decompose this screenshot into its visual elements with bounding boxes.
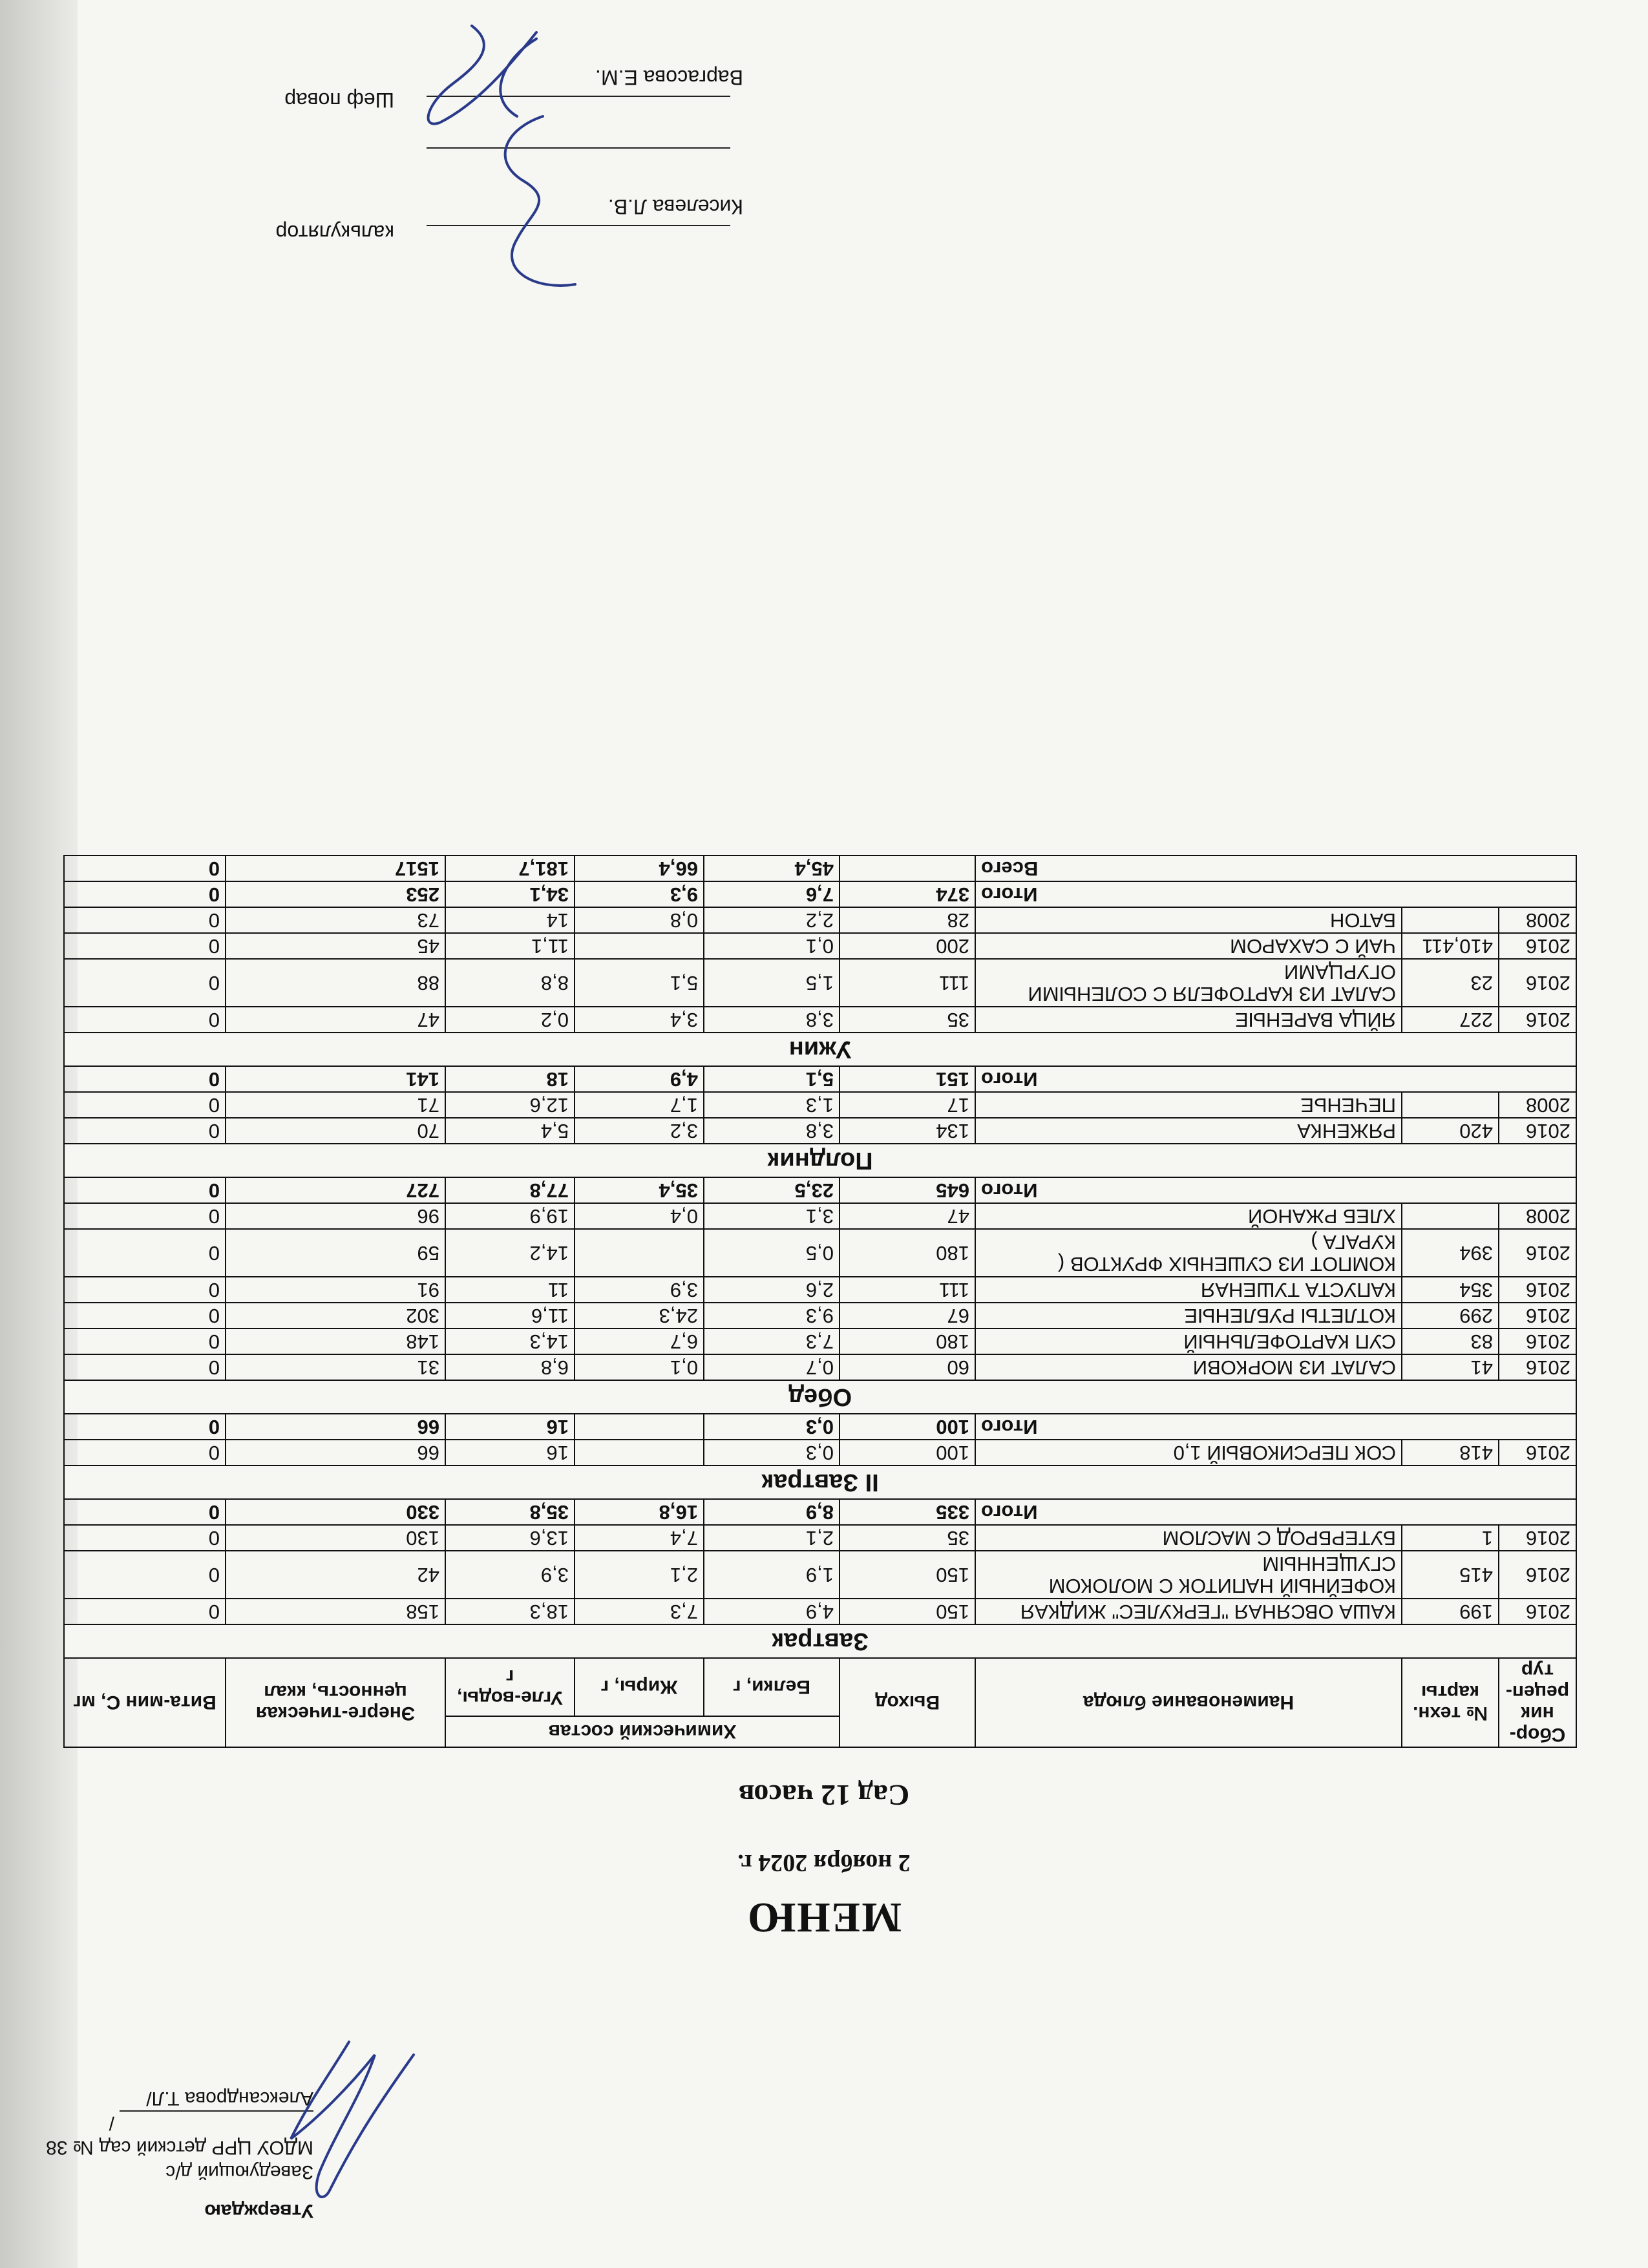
cell-card: 23 <box>1402 959 1499 1007</box>
calculator-signature-icon <box>420 26 614 310</box>
grand-total-yield <box>840 856 975 881</box>
total-yield: 374 <box>840 881 975 907</box>
cell-yield: 150 <box>840 1551 975 1599</box>
cell-carb: 0,2 <box>445 1007 575 1033</box>
cell-energy: 31 <box>226 1354 445 1380</box>
cell-vitc: 0 <box>64 1599 226 1624</box>
group-name: Сад 12 часов <box>738 1779 910 1812</box>
cell-yield: 100 <box>840 1440 975 1465</box>
cell-yield: 17 <box>840 1092 975 1118</box>
total-label: Итого <box>975 1177 1576 1203</box>
cell-collection: 2008 <box>1499 1092 1576 1118</box>
cell-carb: 14 <box>445 907 575 933</box>
calculator-signature-line-2 <box>427 147 730 149</box>
cell-protein: 9,3 <box>704 1303 840 1328</box>
total-vitc: 0 <box>64 1414 226 1440</box>
grand-total-vitc: 0 <box>64 856 226 881</box>
cell-fat: 24,3 <box>575 1303 704 1328</box>
cell-collection: 2016 <box>1499 1118 1576 1144</box>
cell-protein: 0,5 <box>704 1229 840 1277</box>
chef-signature-line <box>427 96 730 97</box>
cell-vitc: 0 <box>64 1203 226 1229</box>
cell-collection: 2016 <box>1499 933 1576 959</box>
header-yield: Выход <box>840 1658 975 1747</box>
cell-carb: 3,9 <box>445 1551 575 1599</box>
cell-protein: 1,5 <box>704 959 840 1007</box>
total-energy: 727 <box>226 1177 445 1203</box>
cell-collection: 2016 <box>1499 1525 1576 1551</box>
table-row <box>64 1229 1576 1277</box>
table-row <box>64 1440 1576 1465</box>
cell-card: 410,411 <box>1402 933 1499 959</box>
approval-label: Утверждаю <box>204 2200 313 2221</box>
cell-dish: РЯЖЕНКА <box>975 1118 1402 1144</box>
cell-fat: 7,4 <box>575 1525 704 1551</box>
cell-carb: 18,3 <box>445 1599 575 1624</box>
cell-dish: ЧАЙ С САХАРОМ <box>975 933 1402 959</box>
cell-protein: 7,3 <box>704 1328 840 1354</box>
cell-vitc: 0 <box>64 1328 226 1354</box>
cell-energy: 66 <box>226 1440 445 1465</box>
total-protein: 5,1 <box>704 1066 840 1092</box>
table-row <box>64 1354 1576 1380</box>
cell-carb: 14,3 <box>445 1328 575 1354</box>
cell-yield: 35 <box>840 1525 975 1551</box>
cell-vitc: 0 <box>64 1277 226 1303</box>
cell-protein: 2,6 <box>704 1277 840 1303</box>
cell-dish: САЛАТ ИЗ МОРКОВИ <box>975 1354 1402 1380</box>
cell-yield: 111 <box>840 959 975 1007</box>
cell-collection: 2016 <box>1499 1277 1576 1303</box>
cell-collection: 2016 <box>1499 1354 1576 1380</box>
approval-organization: МДОУ ЦРР детский сад № 38 <box>46 2137 313 2158</box>
cell-energy: 59 <box>226 1229 445 1277</box>
header-vitc: Вита-мин С, мг <box>64 1658 226 1747</box>
menu-table-body <box>64 856 1576 1658</box>
section-header <box>64 1465 1576 1499</box>
total-carb: 16 <box>445 1414 575 1440</box>
cell-yield: 180 <box>840 1328 975 1354</box>
cell-vitc: 0 <box>64 1007 226 1033</box>
total-energy: 253 <box>226 881 445 907</box>
total-energy: 141 <box>226 1066 445 1092</box>
cell-card: 199 <box>1402 1599 1499 1624</box>
table-row <box>64 959 1576 1007</box>
cell-protein: 1,9 <box>704 1551 840 1599</box>
chef-name: Варгасова Е.М. <box>595 66 743 89</box>
header-collection: Сбор-ник рецеп-тур <box>1499 1658 1576 1747</box>
cell-energy: 91 <box>226 1277 445 1303</box>
cell-dish: КАПУСТА ТУШЕНАЯ <box>975 1277 1402 1303</box>
cell-yield: 180 <box>840 1229 975 1277</box>
section-total-row <box>64 881 1576 907</box>
cell-card: 83 <box>1402 1328 1499 1354</box>
section-total-row <box>64 1066 1576 1092</box>
cell-vitc: 0 <box>64 933 226 959</box>
section-header <box>64 1144 1576 1177</box>
table-row <box>64 907 1576 933</box>
cell-card: 394 <box>1402 1229 1499 1277</box>
cell-collection: 2016 <box>1499 1007 1576 1033</box>
table-row <box>64 1525 1576 1551</box>
section-header <box>64 1033 1576 1066</box>
section-total-row <box>64 1499 1576 1525</box>
cell-energy: 47 <box>226 1007 445 1033</box>
cell-fat: 7,3 <box>575 1599 704 1624</box>
cell-dish: КОТЛЕТЫ РУБЛЕНЫЕ <box>975 1303 1402 1328</box>
cell-fat: 6,7 <box>575 1328 704 1354</box>
cell-card: 227 <box>1402 1007 1499 1033</box>
cell-collection: 2016 <box>1499 1599 1576 1624</box>
cell-vitc: 0 <box>64 1229 226 1277</box>
cell-yield: 150 <box>840 1599 975 1624</box>
grand-total-protein: 45,4 <box>704 856 840 881</box>
page-title: МЕНЮ <box>746 1894 902 1941</box>
total-yield: 335 <box>840 1499 975 1525</box>
cell-carb: 8,8 <box>445 959 575 1007</box>
cell-energy: 73 <box>226 907 445 933</box>
section-title: II Завтрак <box>64 1465 1576 1499</box>
table-row <box>64 1118 1576 1144</box>
cell-vitc: 0 <box>64 1525 226 1551</box>
section-title: Полдник <box>64 1144 1576 1177</box>
total-carb: 77,8 <box>445 1177 575 1203</box>
total-vitc: 0 <box>64 1177 226 1203</box>
cell-yield: 47 <box>840 1203 975 1229</box>
section-header <box>64 1624 1576 1658</box>
cell-carb: 19,9 <box>445 1203 575 1229</box>
total-fat <box>575 1414 704 1440</box>
cell-fat <box>575 1229 704 1277</box>
table-row <box>64 933 1576 959</box>
cell-fat <box>575 933 704 959</box>
total-energy: 66 <box>226 1414 445 1440</box>
table-row <box>64 1092 1576 1118</box>
grand-total-fat: 66,4 <box>575 856 704 881</box>
cell-collection: 2016 <box>1499 959 1576 1007</box>
total-protein: 8,9 <box>704 1499 840 1525</box>
cell-carb: 6,8 <box>445 1354 575 1380</box>
table-row <box>64 1551 1576 1599</box>
calculator-role: калькулятор <box>275 221 394 244</box>
table-row <box>64 1007 1576 1033</box>
total-label: Итого <box>975 1066 1576 1092</box>
cell-protein: 0,1 <box>704 933 840 959</box>
cell-energy: 130 <box>226 1525 445 1551</box>
cell-dish: САЛАТ ИЗ КАРТОФЕЛЯ С СОЛЕНЫМИ ОГУРЦАМИ <box>975 959 1402 1007</box>
header-chem: Химический состав <box>445 1716 840 1747</box>
section-total-row <box>64 1414 1576 1440</box>
grand-total-row <box>64 856 1576 881</box>
calculator-name: Киселева Л.В. <box>607 195 743 218</box>
total-label: Итого <box>975 881 1576 907</box>
cell-protein: 4,9 <box>704 1599 840 1624</box>
table-row <box>64 1277 1576 1303</box>
cell-fat: 1,7 <box>575 1092 704 1118</box>
cell-protein: 3,8 <box>704 1118 840 1144</box>
total-carb: 18 <box>445 1066 575 1092</box>
cell-collection: 2008 <box>1499 907 1576 933</box>
cell-dish: ПЕЧЕНЬЕ <box>975 1092 1402 1118</box>
approval-signer: /Александрова Т.Л/ <box>109 2088 313 2134</box>
calculator-signature-line <box>427 225 730 226</box>
table-row <box>64 1203 1576 1229</box>
table-row <box>64 1328 1576 1354</box>
total-fat: 16,8 <box>575 1499 704 1525</box>
cell-protein: 1,3 <box>704 1092 840 1118</box>
header-card: № техн. карты <box>1402 1658 1499 1747</box>
menu-date: 2 ноября 2024 г. <box>737 1849 911 1876</box>
cell-energy: 302 <box>226 1303 445 1328</box>
cell-energy: 148 <box>226 1328 445 1354</box>
cell-dish: БУТЕРБРОД С МАСЛОМ <box>975 1525 1402 1551</box>
cell-yield: 200 <box>840 933 975 959</box>
total-vitc: 0 <box>64 1066 226 1092</box>
total-fat: 4,9 <box>575 1066 704 1092</box>
cell-vitc: 0 <box>64 959 226 1007</box>
cell-yield: 111 <box>840 1277 975 1303</box>
cell-yield: 60 <box>840 1354 975 1380</box>
total-protein: 23,5 <box>704 1177 840 1203</box>
cell-carb: 11,6 <box>445 1303 575 1328</box>
cell-protein: 0,3 <box>704 1440 840 1465</box>
cell-vitc: 0 <box>64 1303 226 1328</box>
table-row <box>64 1303 1576 1328</box>
cell-fat: 0,1 <box>575 1354 704 1380</box>
total-yield: 100 <box>840 1414 975 1440</box>
cell-yield: 67 <box>840 1303 975 1328</box>
cell-card <box>1402 1203 1499 1229</box>
cell-fat: 0,4 <box>575 1203 704 1229</box>
section-title: Ужин <box>64 1033 1576 1066</box>
section-header <box>64 1380 1576 1414</box>
header-protein: Белки, г <box>704 1658 840 1716</box>
cell-collection: 2016 <box>1499 1551 1576 1599</box>
cell-carb: 16 <box>445 1440 575 1465</box>
cell-card: 299 <box>1402 1303 1499 1328</box>
cell-card: 1 <box>1402 1525 1499 1551</box>
cell-carb: 12,6 <box>445 1092 575 1118</box>
cell-card: 354 <box>1402 1277 1499 1303</box>
total-carb: 34,1 <box>445 881 575 907</box>
cell-energy: 96 <box>226 1203 445 1229</box>
section-total-row <box>64 1177 1576 1203</box>
cell-carb: 13,6 <box>445 1525 575 1551</box>
approval-signature-icon <box>246 2035 439 2216</box>
cell-protein: 2,1 <box>704 1525 840 1551</box>
cell-protein: 0,7 <box>704 1354 840 1380</box>
cell-yield: 134 <box>840 1118 975 1144</box>
cell-dish: КАША ОВСЯНАЯ "ГЕРКУЛЕС" ЖИДКАЯ <box>975 1599 1402 1624</box>
cell-protein: 2,2 <box>704 907 840 933</box>
cell-card <box>1402 1092 1499 1118</box>
cell-energy: 88 <box>226 959 445 1007</box>
total-label: Итого <box>975 1499 1576 1525</box>
cell-dish: ЯЙЦА ВАРЕНЫЕ <box>975 1007 1402 1033</box>
section-title: Завтрак <box>64 1624 1576 1658</box>
cell-vitc: 0 <box>64 1440 226 1465</box>
cell-energy: 158 <box>226 1599 445 1624</box>
cell-fat: 2,1 <box>575 1551 704 1599</box>
table-row <box>64 1599 1576 1624</box>
grand-total-energy: 1517 <box>226 856 445 881</box>
cell-dish: ХЛЕБ РЖАНОЙ <box>975 1203 1402 1229</box>
menu-table <box>63 855 1577 1748</box>
cell-collection: 2008 <box>1499 1203 1576 1229</box>
grand-total-carb: 181,7 <box>445 856 575 881</box>
cell-dish: КОМПОТ ИЗ СУШЕНЫХ ФРУКТОВ ( КУРАГА ) <box>975 1229 1402 1277</box>
total-fat: 9,3 <box>575 881 704 907</box>
cell-collection: 2016 <box>1499 1440 1576 1465</box>
cell-fat: 5,1 <box>575 959 704 1007</box>
total-fat: 35,4 <box>575 1177 704 1203</box>
cell-fat: 3,4 <box>575 1007 704 1033</box>
header-dish: Наименование блюда <box>975 1658 1402 1747</box>
grand-total-label: Всего <box>975 856 1576 881</box>
total-vitc: 0 <box>64 1499 226 1525</box>
header-carb: Угле-воды, г <box>445 1658 575 1716</box>
total-energy: 330 <box>226 1499 445 1525</box>
total-protein: 0,3 <box>704 1414 840 1440</box>
cell-vitc: 0 <box>64 1551 226 1599</box>
total-yield: 151 <box>840 1066 975 1092</box>
cell-dish: КОФЕЙНЫЙ НАПИТОК С МОЛОКОМ СГУЩЕННЫМ <box>975 1551 1402 1599</box>
section-title: Обед <box>64 1380 1576 1414</box>
cell-fat <box>575 1440 704 1465</box>
cell-card: 415 <box>1402 1551 1499 1599</box>
approval-position: Заведующий д/с <box>165 2161 313 2183</box>
cell-collection: 2016 <box>1499 1328 1576 1354</box>
cell-energy: 42 <box>226 1551 445 1599</box>
cell-vitc: 0 <box>64 1118 226 1144</box>
cell-energy: 71 <box>226 1092 445 1118</box>
header-fat: Жиры, г <box>575 1658 704 1716</box>
cell-card: 41 <box>1402 1354 1499 1380</box>
cell-vitc: 0 <box>64 1354 226 1380</box>
cell-fat: 0,8 <box>575 907 704 933</box>
chef-role: Шеф повар <box>284 89 394 112</box>
total-label: Итого <box>975 1414 1576 1440</box>
cell-carb: 11,1 <box>445 933 575 959</box>
cell-energy: 45 <box>226 933 445 959</box>
cell-card: 420 <box>1402 1118 1499 1144</box>
cell-collection: 2016 <box>1499 1303 1576 1328</box>
cell-yield: 35 <box>840 1007 975 1033</box>
cell-fat: 3,9 <box>575 1277 704 1303</box>
cell-protein: 3,1 <box>704 1203 840 1229</box>
cell-collection: 2016 <box>1499 1229 1576 1277</box>
cell-carb: 5,4 <box>445 1118 575 1144</box>
total-vitc: 0 <box>64 881 226 907</box>
cell-vitc: 0 <box>64 1092 226 1118</box>
cell-dish: СУП КАРТОФЕЛЬНЫЙ <box>975 1328 1402 1354</box>
cell-card <box>1402 907 1499 933</box>
cell-vitc: 0 <box>64 907 226 933</box>
cell-carb: 14,2 <box>445 1229 575 1277</box>
chef-signature-icon <box>407 13 549 142</box>
cell-protein: 3,8 <box>704 1007 840 1033</box>
total-protein: 7,6 <box>704 881 840 907</box>
cell-energy: 70 <box>226 1118 445 1144</box>
cell-dish: БАТОН <box>975 907 1402 933</box>
cell-fat: 3,2 <box>575 1118 704 1144</box>
cell-carb: 11 <box>445 1277 575 1303</box>
total-carb: 35,8 <box>445 1499 575 1525</box>
header-energy: Энерге-тическая ценность, ккал <box>226 1658 445 1747</box>
cell-dish: СОК ПЕРСИКОВЫЙ 1,0 <box>975 1440 1402 1465</box>
total-yield: 645 <box>840 1177 975 1203</box>
cell-card: 418 <box>1402 1440 1499 1465</box>
cell-yield: 28 <box>840 907 975 933</box>
